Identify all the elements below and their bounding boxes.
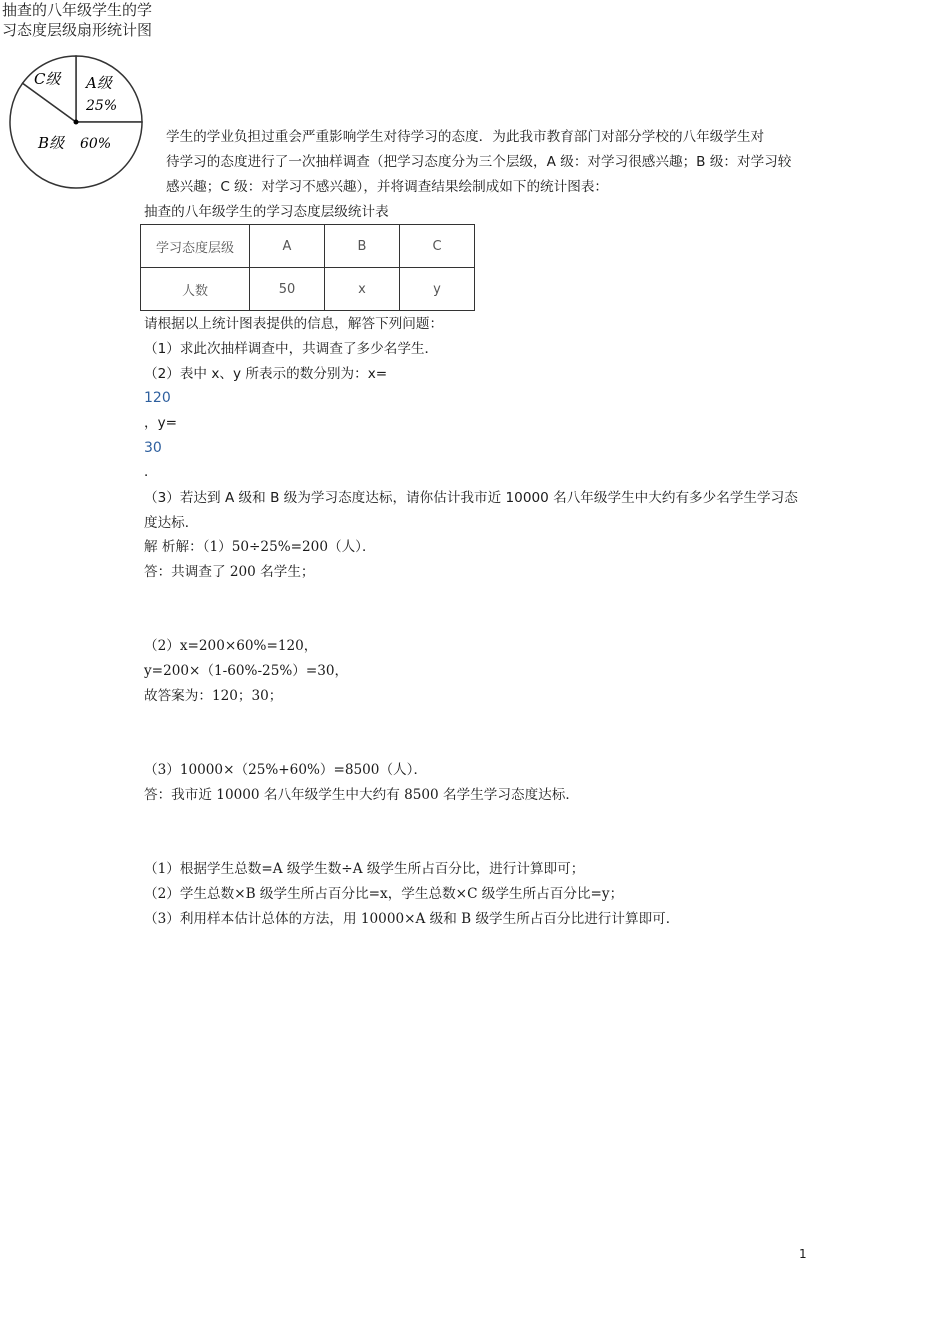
solution-1-line-1: 解 析解：（1）50÷25%=200（人）．: [144, 539, 376, 555]
solution-1-line-2: 答：共调查了 200 名学生；: [144, 564, 315, 580]
pie-label-b: B级: [38, 134, 65, 152]
pie-label-c: C级: [34, 70, 61, 88]
table-header-cell: A: [250, 225, 325, 268]
pie-chart: [6, 52, 146, 192]
table-header-cell: 学习态度层级: [141, 225, 250, 268]
question-2: （2）表中 x、y 所表示的数分别为：x=: [144, 366, 388, 382]
question-1: （1）求此次抽样调查中，共调查了多少名学生．: [144, 341, 439, 357]
answer-x: 120: [144, 390, 171, 406]
intro-line-2: 待学习的态度进行了一次抽样调查（把学习态度分为三个层级，A 级：对学习很感兴趣；B 级：对学习较: [166, 154, 792, 170]
question-3-line-1: （3）若达到 A 级和 B 级为学习态度达标，请你估计我市近 10000 名八年级学生中大约有多少名学生学习态: [144, 490, 798, 506]
table-header-cell: C: [400, 225, 475, 268]
attitude-level-table: [140, 224, 475, 311]
pie-value-b: 60%: [80, 136, 112, 152]
solution-3-line-1: （3）10000×（25%+60%）=8500（人）．: [144, 762, 428, 778]
table-header-cell: B: [325, 225, 400, 268]
question-prompt: 请根据以上统计图表提供的信息，解答下列问题：: [144, 316, 444, 332]
solution-2-line-1: （2）x=200×60%=120，: [144, 638, 318, 654]
solution-2-line-2: y=200×（1-60%-25%）=30，: [144, 663, 349, 679]
figure-title-line1: 抽查的八年级学生的学: [2, 1, 153, 19]
analysis-note-3: （3）利用样本估计总体的方法，用 10000×A 级和 B 级学生所占百分比进行计算即可．: [144, 911, 680, 927]
question-2-end: ．: [144, 464, 158, 480]
table-data-row: [141, 268, 475, 311]
analysis-note-2: （2）学生总数×B 级学生所占百分比=x，学生总数×C 级学生所占百分比=y；: [144, 886, 624, 902]
figure-title-line2: 习态度层级扇形统计图: [2, 21, 153, 39]
table-header-row: [141, 225, 475, 268]
question-2-y: ，y=: [144, 415, 178, 431]
solution-2-line-3: 故答案为：120；30；: [144, 688, 283, 704]
analysis-note-1: （1）根据学生总数=A 级学生数÷A 级学生所占百分比，进行计算即可；: [144, 861, 585, 877]
page-number: 1: [799, 1247, 807, 1261]
table-cell: 人数: [141, 268, 250, 311]
answer-y: 30: [144, 440, 162, 456]
pie-label-a: A级: [86, 74, 112, 92]
table-cell: x: [325, 268, 400, 311]
intro-line-1: 学生的学业负担过重会严重影响学生对待学习的态度．为此我市教育部门对部分学校的八年级学生对: [166, 129, 765, 145]
question-3-line-2: 度达标．: [144, 515, 199, 531]
table-cell: 50: [250, 268, 325, 311]
pie-center-dot: [74, 120, 79, 125]
table-caption: 抽查的八年级学生的学习态度层级统计表: [144, 204, 389, 220]
table-cell: y: [400, 268, 475, 311]
intro-line-3: 感兴趣；C 级：对学习不感兴趣），并将调查结果绘制成如下的统计图表：: [166, 179, 609, 195]
solution-3-line-2: 答：我市近 10000 名八年级学生中大约有 8500 名学生学习态度达标．: [144, 787, 579, 803]
pie-value-a: 25%: [86, 98, 118, 114]
